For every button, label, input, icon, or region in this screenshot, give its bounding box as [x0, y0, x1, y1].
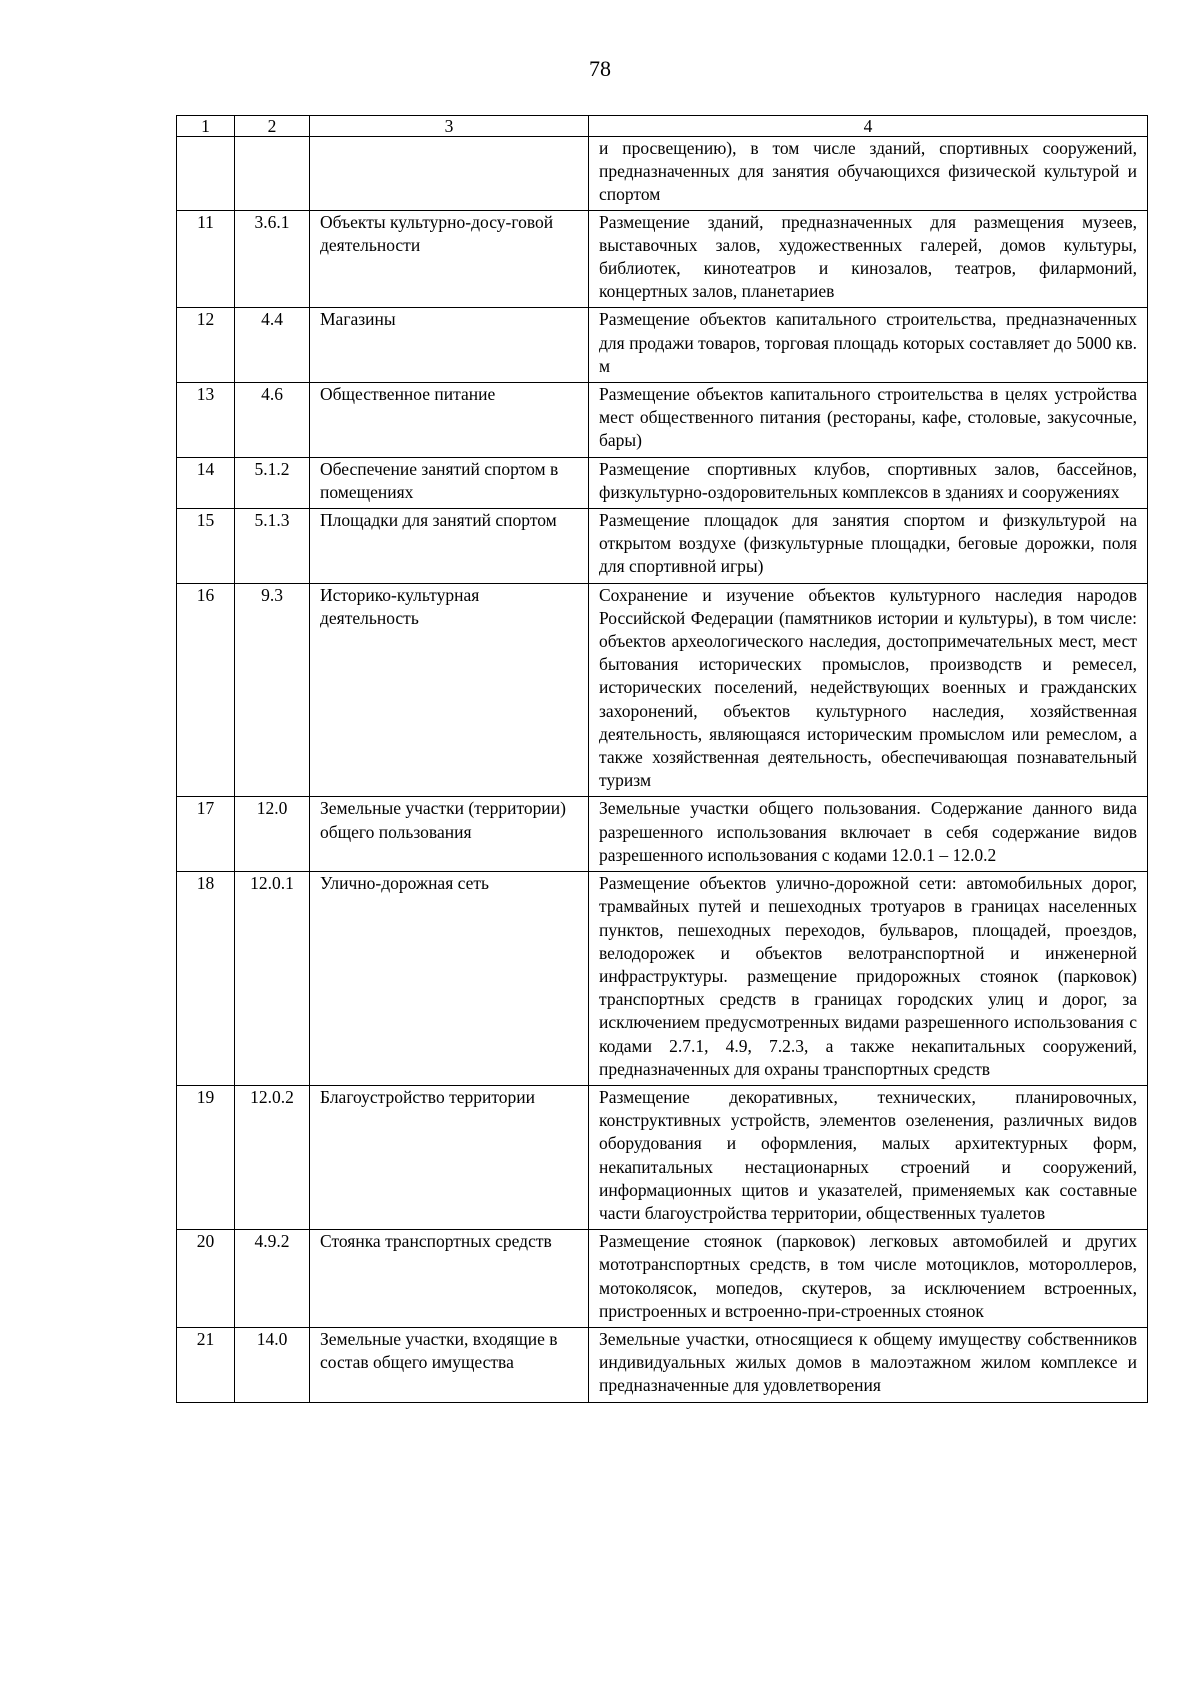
table-body — [177, 137, 1148, 1403]
cell-num: 11 — [177, 210, 235, 308]
table-row — [177, 509, 1148, 584]
cell-name: Земельные участки (территории) общего пользования — [310, 797, 589, 872]
cell-description: Размещение зданий, предназначенных для размещения музеев, выставочных залов, художественных галерей, домов культуры, библиотек, кинотеатров и кинозалов, театров, филармоний, концертных залов, планетариев — [589, 210, 1148, 308]
cell-code: 9.3 — [235, 583, 310, 797]
cell-num: 14 — [177, 457, 235, 508]
cell-description: Сохранение и изучение объектов культурного наследия народов Российской Федерации (памятников истории и культуры), в том числе: объектов археологического наследия, достопримечательных мест, мест бытования исторических промыслов, производств и ремесел, исторических поселений, недействующих военных и гражданских захоронений, объектов культурного наследия, хозяйственная деятельность, являющаяся историческим промыслом или ремеслом, а также хозяйственная деятельность, обеспечивающая познавательный туризм — [589, 583, 1148, 797]
land-use-table — [176, 115, 1148, 1403]
cell-description: и просвещению), в том числе зданий, спортивных сооружений, предназначенных для занятия обучающихся физической культурой и спортом — [589, 137, 1148, 211]
cell-name: Стоянка транспортных средств — [310, 1230, 589, 1328]
cell-num: 15 — [177, 509, 235, 584]
cell-num: 13 — [177, 383, 235, 458]
table-row — [177, 457, 1148, 508]
cell-name: Площадки для занятий спортом — [310, 509, 589, 584]
cell-num: 19 — [177, 1085, 235, 1229]
cell-description: Размещение декоративных, технических, планировочных, конструктивных устройств, элементов озеленения, различных видов оборудования и оформления, малых архитектурных форм, некапитальных нестационарных строений и сооружений, информационных щитов и указателей, применяемых как составные части благоустройства территории, общественных туалетов — [589, 1085, 1148, 1229]
cell-name: Земельные участки, входящие в состав общего имущества — [310, 1327, 589, 1402]
cell-code: 4.4 — [235, 308, 310, 383]
cell-name: Историко-культурная деятельность — [310, 583, 589, 797]
cell-name: Улично-дорожная сеть — [310, 872, 589, 1086]
cell-num: 18 — [177, 872, 235, 1086]
cell-name: Обеспечение занятий спортом в помещениях — [310, 457, 589, 508]
cell-name: Магазины — [310, 308, 589, 383]
cell-description: Размещение площадок для занятия спортом и физкультурой на открытом воздухе (физкультурные площадки, беговые дорожки, поля для спортивной игры) — [589, 509, 1148, 584]
cell-num: 20 — [177, 1230, 235, 1328]
cell-name — [310, 137, 589, 211]
header-col-1: 1 — [177, 116, 235, 137]
table-row — [177, 583, 1148, 797]
table-row — [177, 383, 1148, 458]
cell-description: Размещение стоянок (парковок) легковых автомобилей и других мототранспортных средств, в том числе мотоциклов, мотороллеров, мотоколясок, мопедов, скутеров, за исключением встроенных, пристроенных и встроенно-при-строенных стоянок — [589, 1230, 1148, 1328]
cell-description: Земельные участки общего пользования. Содержание данного вида разрешенного использования включает в себя содержание видов разрешенного использования с кодами 12.0.1 – 12.0.2 — [589, 797, 1148, 872]
cell-num: 21 — [177, 1327, 235, 1402]
cell-name: Общественное питание — [310, 383, 589, 458]
cell-description: Размещение объектов улично-дорожной сети: автомобильных дорог, трамвайных путей и пешеходных тротуаров в границах населенных пунктов, пешеходных переходов, бульваров, площадей, проездов, велодорожек и объектов велотранспортной и инженерной инфраструктуры. размещение придорожных стоянок (парковок) транспортных средств в границах городских улиц и дорог, за исключением предусмотренных видами разрешенного использования с кодами 2.7.1, 4.9, 7.2.3, а также некапитальных сооружений, предназначенных для охраны транспортных средств — [589, 872, 1148, 1086]
cell-name: Благоустройство территории — [310, 1085, 589, 1229]
table-row — [177, 872, 1148, 1086]
cell-num: 17 — [177, 797, 235, 872]
header-col-3: 3 — [310, 116, 589, 137]
cell-code: 3.6.1 — [235, 210, 310, 308]
table-row — [177, 1230, 1148, 1328]
header-col-4: 4 — [589, 116, 1148, 137]
table-row — [177, 797, 1148, 872]
cell-description: Размещение объектов капитального строительства, предназначенных для продажи товаров, торговая площадь которых составляет до 5000 кв. м — [589, 308, 1148, 383]
cell-code: 12.0 — [235, 797, 310, 872]
cell-description: Размещение спортивных клубов, спортивных залов, бассейнов, физкультурно-оздоровительных комплексов в зданиях и сооружениях — [589, 457, 1148, 508]
cell-name: Объекты культурно-досу-говой деятельности — [310, 210, 589, 308]
cell-code: 4.6 — [235, 383, 310, 458]
table-header-row — [177, 116, 1148, 137]
cell-code: 5.1.2 — [235, 457, 310, 508]
cell-code: 14.0 — [235, 1327, 310, 1402]
cell-num — [177, 137, 235, 211]
cell-code: 12.0.2 — [235, 1085, 310, 1229]
header-col-2: 2 — [235, 116, 310, 137]
table-row — [177, 1327, 1148, 1402]
cell-code: 5.1.3 — [235, 509, 310, 584]
table-row — [177, 1085, 1148, 1229]
cell-description: Земельные участки, относящиеся к общему имуществу собственников индивидуальных жилых домов в малоэтажном жилом комплексе и предназначенные для удовлетворения — [589, 1327, 1148, 1402]
cell-num: 12 — [177, 308, 235, 383]
cell-code: 12.0.1 — [235, 872, 310, 1086]
table-row-continued — [177, 137, 1148, 211]
cell-description: Размещение объектов капитального строительства в целях устройства мест общественного питания (рестораны, кафе, столовые, закусочные, бары) — [589, 383, 1148, 458]
table-row — [177, 210, 1148, 308]
page-number: 78 — [589, 56, 611, 81]
cell-num: 16 — [177, 583, 235, 797]
table-row — [177, 308, 1148, 383]
cell-code: 4.9.2 — [235, 1230, 310, 1328]
cell-code — [235, 137, 310, 211]
